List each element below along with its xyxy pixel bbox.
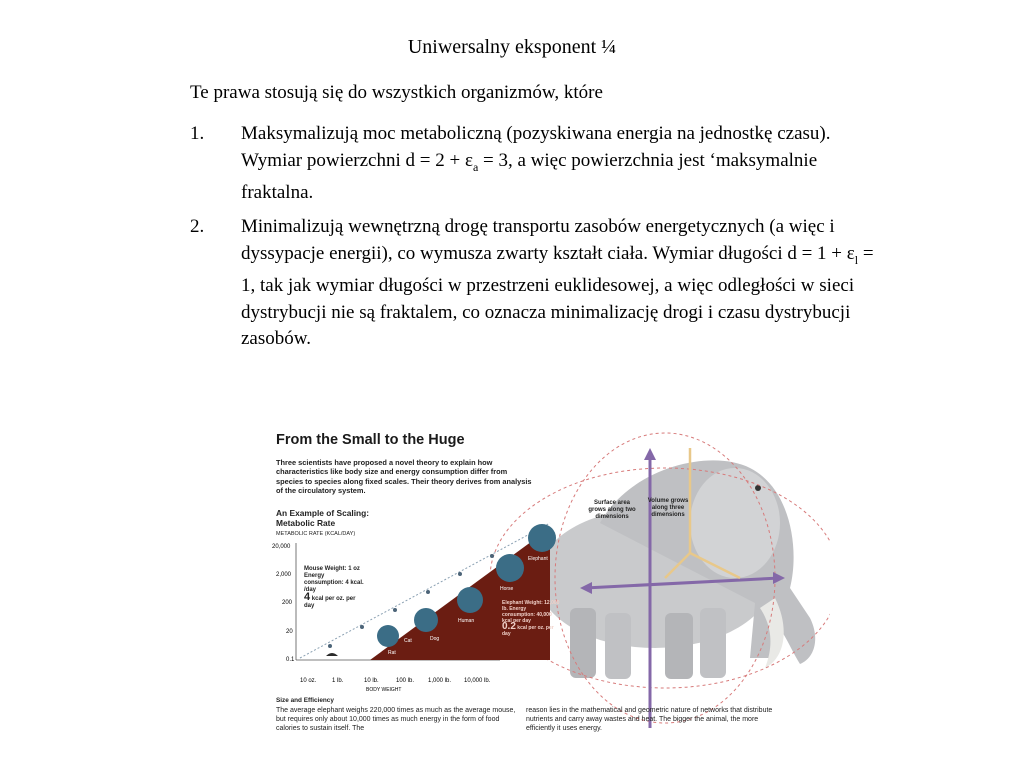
data-point (490, 554, 494, 558)
mouse-icon (326, 653, 338, 656)
y-axis-label: METABOLIC RATE (KCAL/DAY) (276, 531, 356, 537)
surface-area-label: Surface area grows along two dimensions (588, 500, 636, 520)
numbered-list (190, 121, 890, 361)
data-point (328, 644, 332, 648)
animal-horse-icon (496, 554, 524, 582)
data-point (360, 625, 364, 629)
list-number: 1. (190, 123, 205, 144)
data-point (393, 608, 397, 612)
x-tick-label: 10 oz. (300, 678, 317, 684)
animal-label: Rat (388, 650, 396, 656)
y-tick-label: 20,000 (272, 544, 291, 550)
animal-label: Dog (430, 636, 440, 642)
x-tick-label: 1 lb. (332, 678, 344, 684)
figure-subtitle: An Example of Scaling: Metabolic Rate (276, 508, 370, 528)
slide-title: Uniwersalny eksponent ¼ (407, 36, 617, 58)
scaling-figure (270, 428, 830, 740)
list-text: Maksymalizują moc metaboliczną (pozyskiwana energia na jednostkę czasu). Wymiar powierzchni $d = 2 + \varepsilon_a = 3$, a więc powierzchnia jest ‘maksymalnie fraktalna. (241, 123, 831, 203)
intro-text: Te prawa stosują się do wszystkich organizmów, które (190, 82, 603, 103)
x-tick-label: 100 lb. (396, 678, 415, 684)
y-tick-label: 20 (286, 629, 293, 635)
size-text-right: reason lies in the mathematical and geometric nature of networks that distribute nutrients and carry away wastes and heat. The bigger the animal, the more efficiently it uses energy. (526, 707, 773, 732)
animal-label: Human (458, 618, 475, 624)
x-tick-label: 10 lb. (364, 678, 379, 684)
x-tick-label: 10,000 lb. (464, 678, 491, 684)
y-tick-label: 200 (282, 600, 293, 606)
y-tick-label: 2,000 (276, 572, 292, 578)
animal-dog-icon (414, 608, 438, 632)
volume-label: Volume grows along three dimensions (647, 498, 689, 518)
list-number: 2. (190, 216, 205, 238)
figure-title: From the Small to the Huge (276, 432, 465, 448)
animal-rat-icon (377, 625, 399, 647)
data-point (458, 572, 462, 576)
animal-label: Elephant (528, 556, 548, 562)
size-heading: Size and Efficiency (276, 697, 334, 704)
y-tick-label: 0.1 (286, 657, 295, 663)
list-item (190, 214, 890, 352)
mouse-annotation: Mouse Weight: 1 oz Energy consumption: 4 kcal. /day 4 kcal per oz. per day (304, 566, 364, 609)
elephant-annotation: Elephant Weight: 12,000 lb. Energy consumption: 40,000 kcal per day 0.2 kcal per oz. per day (502, 600, 560, 637)
data-point (426, 590, 430, 594)
animal-label: Horse (500, 586, 514, 592)
size-text-left: The average elephant weighs 220,000 times as much as the average mouse, but requires only about 10,000 times as much energy in the form of food calories to sustain itself. The (276, 707, 516, 732)
animal-elephant-icon (528, 524, 556, 552)
x-tick-label: 1,000 lb. (428, 678, 452, 684)
list-item (190, 121, 890, 206)
animal-label: Cat (404, 638, 412, 644)
figure-intro: Three scientists have proposed a novel theory to explain how characteristics like body size and energy consumption differ from species to species along fixed scales. Their theory derives from analysis of the circulatory system. (276, 458, 532, 496)
animal-human-icon (457, 587, 483, 613)
list-text: Minimalizują wewnętrzną drogę transportu zasobów energetycznych (a więc i dyssypacje energii), co wymusza zwarty kształt ciała. Wymiar długości $d = 1 + \varepsilon_l = 1$, tak jak wymiar długości w przestrzeni euklidesowej, a więc odległości w sieci dystrybucji nie są fraktalem, co oznacza minimalizację drogi i czasu dystrybucji zasobów. (241, 216, 874, 350)
x-axis-label: BODY WEIGHT (366, 687, 402, 693)
